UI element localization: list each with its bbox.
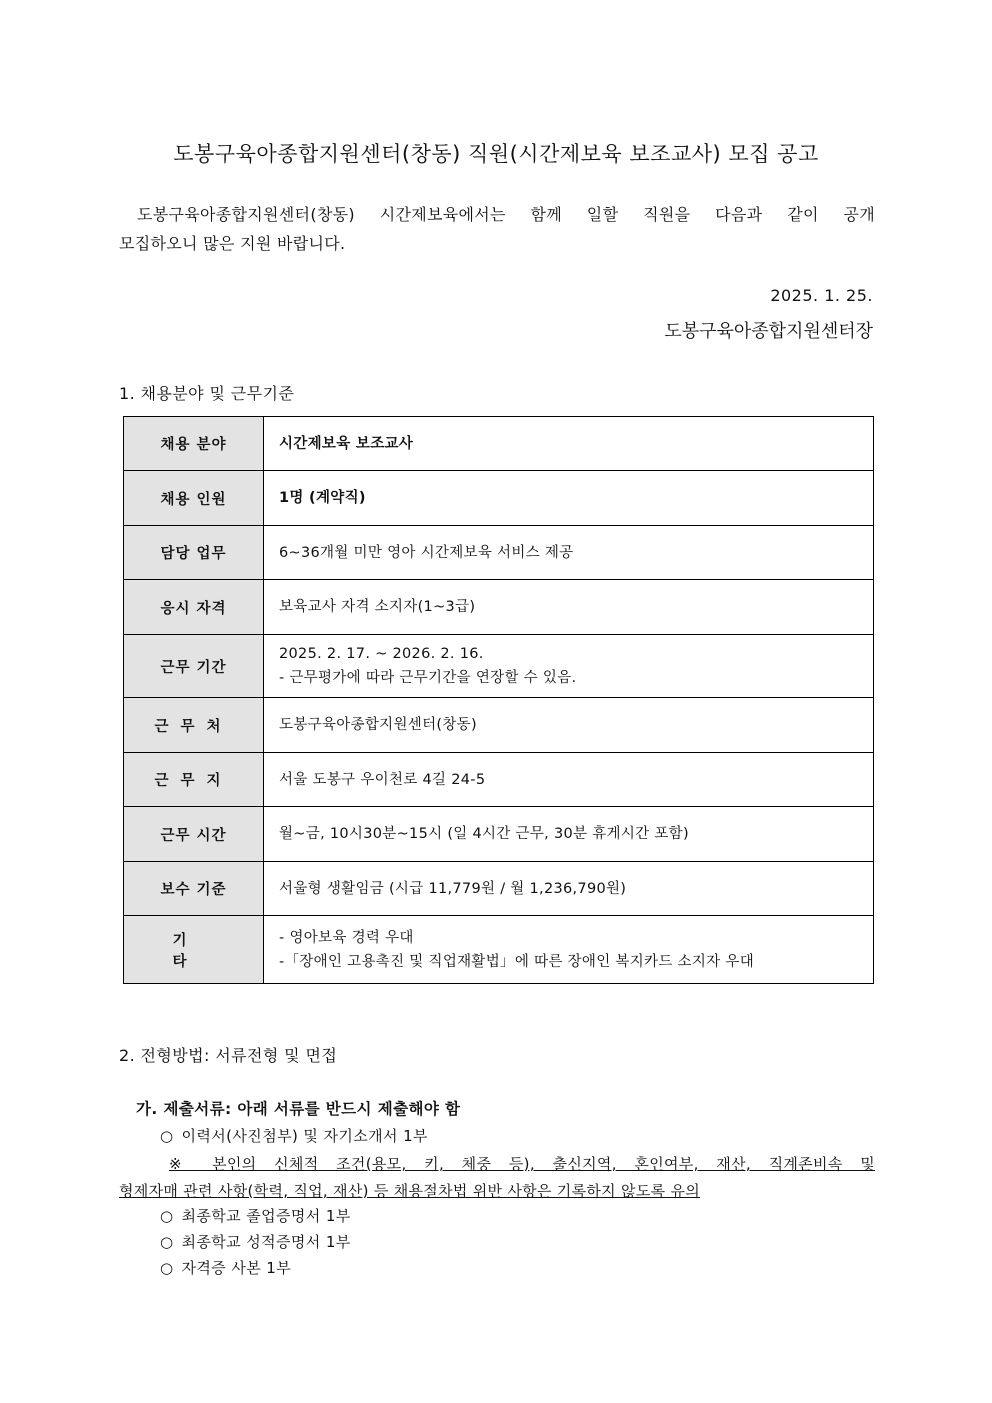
- intro-paragraph: [119, 200, 875, 258]
- section-1-heading: 1. 채용분야 및 근무기준: [119, 384, 295, 403]
- circle-bullet-icon: ○: [160, 1127, 174, 1145]
- table-row: [124, 807, 874, 862]
- row-label: 채용 인원: [124, 471, 264, 526]
- circle-bullet-icon: ○: [160, 1259, 174, 1277]
- row-label: 기타: [124, 916, 264, 984]
- table-row: [124, 916, 874, 984]
- caution-note-line-1: ※ 본인의 신체적 조건(용모, 키, 체중 등), 출신지역, 혼인여부, 재산, 직계존비속 및: [169, 1155, 875, 1173]
- row-label: 근무처: [124, 698, 264, 753]
- row-label: 응시 자격: [124, 580, 264, 635]
- row-label: 담당 업무: [124, 526, 264, 580]
- table-row: [124, 580, 874, 635]
- caution-note: [119, 1151, 875, 1205]
- row-value: 보육교사 자격 소지자(1~3급): [264, 580, 874, 635]
- row-label: 채용 분야: [124, 417, 264, 471]
- row-value-line-2: -「장애인 고용촉진 및 직업재활법」에 따른 장애인 복지카드 소지자 우대: [279, 953, 754, 970]
- intro-line-2: 모집하오니 많은 지원 바랍니다.: [119, 234, 346, 253]
- recruitment-info-table: [123, 416, 874, 984]
- row-value: [264, 916, 874, 984]
- row-value-line-1: 2025. 2. 17. ~ 2026. 2. 16.: [279, 646, 484, 662]
- page-title: 도봉구육아종합지원센터(창동) 직원(시간제보육 보조교사) 모집 공고: [173, 142, 819, 166]
- intro-line-1: 도봉구육아종합지원센터(창동) 시간제보육에서는 함께 일할 직원을 다음과 같이 공개: [137, 205, 875, 224]
- document-item-text: 자격증 사본 1부: [181, 1259, 292, 1277]
- table-row: [124, 526, 874, 580]
- table-row: [124, 862, 874, 916]
- row-value: 6~36개월 미만 영아 시간제보육 서비스 제공: [264, 526, 874, 580]
- row-label: 근무 기간: [124, 635, 264, 698]
- table-row: [124, 417, 874, 471]
- circle-bullet-icon: ○: [160, 1233, 174, 1251]
- document-item-text: 최종학교 성적증명서 1부: [181, 1233, 351, 1251]
- table-row: [124, 698, 874, 753]
- document-item: [160, 1231, 351, 1252]
- section-2-heading: 2. 전형방법: 서류전형 및 면접: [119, 1046, 338, 1065]
- announcement-date: 2025. 1. 25.: [770, 286, 873, 305]
- document-item-text: 최종학교 졸업증명서 1부: [181, 1207, 351, 1225]
- row-label: 보수 기준: [124, 862, 264, 916]
- row-value: 월~금, 10시30분~15시 (일 4시간 근무, 30분 휴게시간 포함): [264, 807, 874, 862]
- table-row: [124, 471, 874, 526]
- row-value: 1명 (계약직): [264, 471, 874, 526]
- row-label: 근무지: [124, 753, 264, 807]
- row-value-line-1: - 영아보육 경력 우대: [279, 929, 414, 946]
- issuer-name: 도봉구육아종합지원센터장: [664, 321, 873, 342]
- circle-bullet-icon: ○: [160, 1207, 174, 1225]
- caution-note-line-2: 형제자매 관련 사항(학력, 직업, 재산) 등 채용절차법 위반 사항은 기록하지 않도록 유의: [119, 1182, 701, 1200]
- row-label: 근무 시간: [124, 807, 264, 862]
- table-row: [124, 635, 874, 698]
- documents-subheading: 가. 제출서류: 아래 서류를 반드시 제출해야 함: [136, 1100, 461, 1118]
- row-value-line-2: - 근무평가에 따라 근무기간을 연장할 수 있음.: [279, 670, 577, 686]
- row-value: 서울형 생활임금 (시급 11,779원 / 월 1,236,790원): [264, 862, 874, 916]
- table-row: [124, 753, 874, 807]
- document-item: [160, 1257, 291, 1278]
- row-value: 시간제보육 보조교사: [264, 417, 874, 471]
- row-value: 서울 도봉구 우이천로 4길 24-5: [264, 753, 874, 807]
- document-item: [160, 1125, 428, 1146]
- row-value: [264, 635, 874, 698]
- document-item-text: 이력서(사진첨부) 및 자기소개서 1부: [181, 1127, 428, 1145]
- row-value: 도봉구육아종합지원센터(창동): [264, 698, 874, 753]
- document-item: [160, 1205, 351, 1226]
